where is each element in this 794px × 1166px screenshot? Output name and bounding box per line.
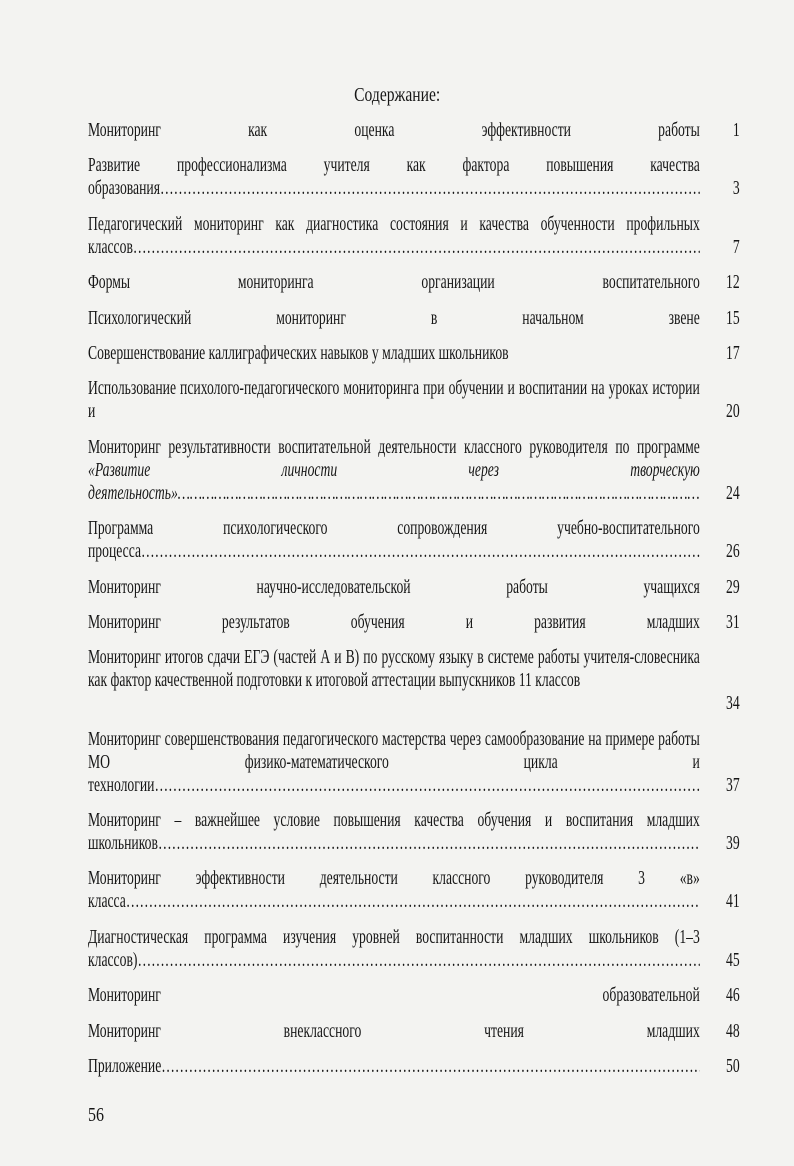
toc-entry[interactable]: [88, 517, 740, 563]
toc-entry-title: Диагностическая программа изучения уровней воспитанности младших школьников (1–3 классов): [88, 926, 700, 971]
toc-heading: [0, 84, 794, 107]
toc-entry[interactable]: [88, 307, 740, 330]
toc-entry[interactable]: [88, 119, 740, 142]
toc-entry[interactable]: [88, 213, 740, 259]
toc-entry-title: Совершенствование каллиграфических навыков у младших школьников: [88, 342, 509, 364]
toc-entry[interactable]: [88, 867, 740, 913]
toc-entry-title: Программа психологического сопровождения учебно-воспитательного процесса: [88, 518, 700, 563]
toc-entry-title: Педагогический мониторинг как диагностика состояния и качества обученности профильных классов: [88, 213, 700, 258]
toc-entry-title: Мониторинг как оценка эффективности работы: [88, 120, 700, 141]
toc-heading-text: Содержание:: [353, 84, 441, 106]
toc-entry-page: 41: [726, 891, 740, 913]
toc-entry-title: Мониторинг образовательной: [88, 985, 700, 1007]
toc-entry[interactable]: [88, 342, 740, 365]
toc-entry-page: 37: [726, 774, 740, 796]
toc-entry-title: Мониторинг совершенствования педагогического мастерства через самообразование на примере работы МО физико-математического цикла и технологии: [88, 728, 700, 796]
table-of-contents: [88, 119, 740, 1090]
toc-entry[interactable]: [88, 1055, 740, 1078]
toc-entry[interactable]: [88, 1020, 740, 1043]
toc-entry-page: 7: [732, 236, 740, 258]
toc-entry[interactable]: [88, 576, 740, 599]
toc-entry-page: 12: [726, 272, 740, 294]
toc-entry-title: Мониторинг итогов сдачи ЕГЭ (частей А и В) по русскому языку в системе работы учителя-словесника как фактор качественной подготовки к итоговой аттестации выпускников 11 классов: [88, 647, 700, 692]
toc-entry-page: 31: [726, 611, 740, 633]
toc-entry[interactable]: [88, 728, 740, 797]
toc-entry[interactable]: [88, 436, 740, 505]
toc-entry[interactable]: [88, 809, 740, 855]
toc-entry-title: Мониторинг результативности воспитательной деятельности классного руководителя по программе: [88, 436, 700, 458]
toc-entry-page: 15: [726, 307, 740, 329]
toc-entry-title: Мониторинг результатов обучения и развития младших: [88, 611, 700, 633]
toc-entry-page: 45: [726, 949, 740, 971]
page-number: 56: [88, 1104, 104, 1126]
toc-entry-page: 17: [726, 342, 740, 364]
toc-entry-title: Мониторинг эффективности деятельности классного руководителя 3 «в» класса: [88, 868, 700, 913]
toc-entry-title: Формы мониторинга организации воспитательного: [88, 272, 700, 294]
toc-entry-title: Приложение: [88, 1056, 162, 1078]
toc-entry-page: 48: [726, 1020, 740, 1042]
toc-entry-page: 29: [726, 576, 740, 598]
toc-entry[interactable]: [88, 377, 740, 423]
toc-entry[interactable]: [88, 271, 740, 294]
toc-entry-page: 34: [726, 693, 740, 715]
toc-entry-page: 50: [726, 1056, 740, 1078]
toc-entry-page: 20: [726, 401, 740, 423]
toc-entry-title: Психологический мониторинг в начальном звене: [88, 307, 700, 329]
toc-entry-title: Мониторинг – важнейшее условие повышения качества обучения и воспитания младших школьников: [88, 810, 700, 855]
toc-entry-page: 39: [726, 833, 740, 855]
toc-entry[interactable]: [88, 611, 740, 634]
toc-entry-page: 1: [732, 120, 740, 141]
toc-entry-page: 24: [726, 482, 740, 504]
toc-entry[interactable]: [88, 984, 740, 1007]
toc-entry-title: Развитие профессионализма учителя как фактора повышения качества образования: [88, 155, 700, 200]
toc-entry-page: 46: [726, 985, 740, 1007]
toc-entry-title-italic: «Развитие личности через творческую деятельность»: [88, 459, 700, 504]
toc-entry-title: Мониторинг внеклассного чтения младших: [88, 1020, 700, 1042]
toc-entry-title: Мониторинг научно-исследовательской работы учащихся: [88, 576, 700, 598]
toc-entry[interactable]: [88, 154, 740, 200]
toc-entry-page: 3: [732, 178, 740, 200]
toc-entry-page: 26: [726, 541, 740, 563]
toc-entry[interactable]: [88, 926, 740, 972]
toc-entry[interactable]: [88, 646, 740, 715]
toc-entry-title: Использование психолого-педагогического мониторинга при обучении и воспитании на уроках истории и: [88, 378, 700, 423]
